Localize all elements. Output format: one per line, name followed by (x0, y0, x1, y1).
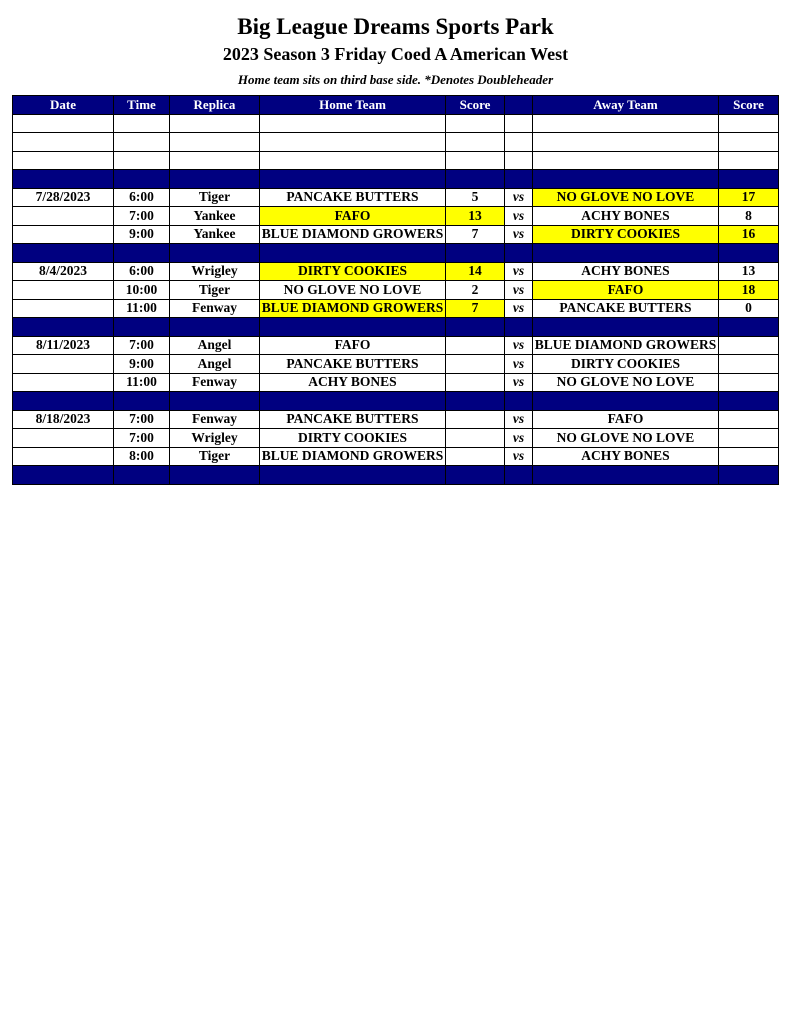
empty-cell (13, 133, 114, 152)
blank-row (13, 133, 779, 152)
game-row (13, 207, 779, 226)
home-team-cell: PANCAKE BUTTERS (260, 355, 446, 374)
replica-cell: Tiger (170, 188, 260, 207)
away-team-cell: PANCAKE BUTTERS (533, 299, 719, 318)
away-score-cell: 0 (719, 299, 779, 318)
empty-cell (114, 133, 170, 152)
band-cell (170, 170, 260, 189)
empty-cell (446, 133, 505, 152)
band-cell (170, 244, 260, 263)
home-score-cell: 2 (446, 281, 505, 300)
date-cell (13, 207, 114, 226)
vs-cell: vs (505, 355, 533, 374)
col-header-date: Date (13, 96, 114, 115)
band-cell (719, 170, 779, 189)
home-score-cell (446, 336, 505, 355)
blank-row (13, 114, 779, 133)
home-team-cell: PANCAKE BUTTERS (260, 188, 446, 207)
date-cell (13, 225, 114, 244)
vs-cell: vs (505, 336, 533, 355)
band-cell (13, 244, 114, 263)
away-score-cell: 16 (719, 225, 779, 244)
band-cell (13, 466, 114, 485)
band-cell (114, 318, 170, 337)
home-team-cell: DIRTY COOKIES (260, 262, 446, 281)
band-cell (719, 392, 779, 411)
empty-cell (13, 114, 114, 133)
empty-cell (533, 114, 719, 133)
away-score-cell: 8 (719, 207, 779, 226)
band-cell (505, 244, 533, 263)
vs-cell: vs (505, 447, 533, 466)
vs-cell: vs (505, 410, 533, 429)
away-team-cell: NO GLOVE NO LOVE (533, 429, 719, 448)
band-cell (719, 244, 779, 263)
away-team-cell: DIRTY COOKIES (533, 355, 719, 374)
away-team-cell: BLUE DIAMOND GROWERS (533, 336, 719, 355)
table-header-row (13, 96, 779, 115)
game-row (13, 225, 779, 244)
replica-cell: Tiger (170, 281, 260, 300)
date-cell (13, 373, 114, 392)
home-team-cell: NO GLOVE NO LOVE (260, 281, 446, 300)
band-cell (533, 318, 719, 337)
band-cell (260, 244, 446, 263)
home-score-cell (446, 373, 505, 392)
separator-band-row (13, 244, 779, 263)
empty-cell (260, 133, 446, 152)
home-score-cell (446, 355, 505, 374)
band-cell (505, 466, 533, 485)
time-cell: 6:00 (114, 262, 170, 281)
band-cell (13, 318, 114, 337)
away-score-cell: 18 (719, 281, 779, 300)
empty-cell (170, 133, 260, 152)
empty-cell (719, 151, 779, 170)
away-score-cell (719, 355, 779, 374)
date-cell (13, 429, 114, 448)
replica-cell: Wrigley (170, 262, 260, 281)
time-cell: 7:00 (114, 410, 170, 429)
game-row (13, 299, 779, 318)
replica-cell: Wrigley (170, 429, 260, 448)
home-score-cell: 7 (446, 299, 505, 318)
vs-cell: vs (505, 225, 533, 244)
time-cell: 11:00 (114, 299, 170, 318)
band-cell (533, 244, 719, 263)
empty-cell (533, 133, 719, 152)
empty-cell (505, 114, 533, 133)
time-cell: 7:00 (114, 336, 170, 355)
band-cell (533, 466, 719, 485)
band-cell (114, 466, 170, 485)
away-team-cell: NO GLOVE NO LOVE (533, 373, 719, 392)
away-score-cell (719, 410, 779, 429)
home-score-cell: 7 (446, 225, 505, 244)
game-row (13, 281, 779, 300)
vs-cell: vs (505, 429, 533, 448)
time-cell: 6:00 (114, 188, 170, 207)
time-cell: 11:00 (114, 373, 170, 392)
blank-row (13, 151, 779, 170)
separator-band-row (13, 170, 779, 189)
schedule-note: Home team sits on third base side. *Denotes Doubleheader (237, 72, 554, 87)
band-cell (260, 392, 446, 411)
empty-cell (719, 114, 779, 133)
band-cell (446, 244, 505, 263)
date-cell (13, 281, 114, 300)
date-cell: 8/11/2023 (13, 336, 114, 355)
away-team-cell: FAFO (533, 281, 719, 300)
date-cell (13, 299, 114, 318)
away-score-cell: 13 (719, 262, 779, 281)
replica-cell: Angel (170, 355, 260, 374)
date-cell (13, 355, 114, 374)
empty-cell (260, 114, 446, 133)
game-row (13, 447, 779, 466)
col-header-vs (505, 96, 533, 115)
time-cell: 8:00 (114, 447, 170, 466)
home-score-cell: 5 (446, 188, 505, 207)
empty-cell (505, 151, 533, 170)
vs-cell: vs (505, 299, 533, 318)
replica-cell: Yankee (170, 207, 260, 226)
replica-cell: Fenway (170, 373, 260, 392)
replica-cell: Angel (170, 336, 260, 355)
band-cell (13, 392, 114, 411)
band-cell (260, 466, 446, 485)
band-cell (170, 466, 260, 485)
band-cell (446, 318, 505, 337)
game-row (13, 262, 779, 281)
page-title: Big League Dreams Sports Park (237, 14, 554, 39)
home-team-cell: BLUE DIAMOND GROWERS (260, 447, 446, 466)
game-row (13, 188, 779, 207)
away-team-cell: DIRTY COOKIES (533, 225, 719, 244)
date-cell: 7/28/2023 (13, 188, 114, 207)
empty-cell (13, 151, 114, 170)
band-cell (260, 170, 446, 189)
empty-cell (170, 151, 260, 170)
band-cell (446, 392, 505, 411)
date-cell: 8/4/2023 (13, 262, 114, 281)
game-row (13, 429, 779, 448)
col-header-replica: Replica (170, 96, 260, 115)
col-header-home-score: Score (446, 96, 505, 115)
away-team-cell: ACHY BONES (533, 207, 719, 226)
empty-cell (260, 151, 446, 170)
time-cell: 9:00 (114, 355, 170, 374)
separator-band-row (13, 392, 779, 411)
time-cell: 10:00 (114, 281, 170, 300)
band-cell (114, 170, 170, 189)
band-cell (505, 170, 533, 189)
away-score-cell (719, 373, 779, 392)
home-team-cell: BLUE DIAMOND GROWERS (260, 225, 446, 244)
col-header-time: Time (114, 96, 170, 115)
band-cell (170, 318, 260, 337)
band-cell (533, 392, 719, 411)
band-cell (533, 170, 719, 189)
band-cell (260, 318, 446, 337)
vs-cell: vs (505, 188, 533, 207)
band-cell (446, 170, 505, 189)
game-row (13, 410, 779, 429)
separator-band-row (13, 466, 779, 485)
away-score-cell (719, 336, 779, 355)
empty-cell (170, 114, 260, 133)
col-header-away-score: Score (719, 96, 779, 115)
empty-cell (114, 114, 170, 133)
away-team-cell: FAFO (533, 410, 719, 429)
band-cell (13, 170, 114, 189)
vs-cell: vs (505, 207, 533, 226)
game-row (13, 336, 779, 355)
home-team-cell: PANCAKE BUTTERS (260, 410, 446, 429)
away-team-cell: ACHY BONES (533, 262, 719, 281)
home-team-cell: FAFO (260, 207, 446, 226)
empty-cell (114, 151, 170, 170)
home-score-cell (446, 410, 505, 429)
empty-cell (719, 133, 779, 152)
home-team-cell: BLUE DIAMOND GROWERS (260, 299, 446, 318)
band-cell (719, 466, 779, 485)
date-cell: 8/18/2023 (13, 410, 114, 429)
replica-cell: Fenway (170, 299, 260, 318)
vs-cell: vs (505, 262, 533, 281)
replica-cell: Yankee (170, 225, 260, 244)
away-score-cell (719, 447, 779, 466)
page-subtitle: 2023 Season 3 Friday Coed A American West (222, 44, 569, 64)
home-team-cell: FAFO (260, 336, 446, 355)
schedule-table (12, 95, 779, 485)
game-row (13, 373, 779, 392)
col-header-away-team: Away Team (533, 96, 719, 115)
home-score-cell: 13 (446, 207, 505, 226)
schedule-body (13, 114, 779, 484)
replica-cell: Tiger (170, 447, 260, 466)
replica-cell: Fenway (170, 410, 260, 429)
time-cell: 7:00 (114, 207, 170, 226)
vs-cell: vs (505, 281, 533, 300)
empty-cell (446, 151, 505, 170)
band-cell (170, 392, 260, 411)
col-header-home-team: Home Team (260, 96, 446, 115)
away-team-cell: NO GLOVE NO LOVE (533, 188, 719, 207)
empty-cell (533, 151, 719, 170)
band-cell (114, 244, 170, 263)
band-cell (446, 466, 505, 485)
empty-cell (446, 114, 505, 133)
empty-cell (505, 133, 533, 152)
game-row (13, 355, 779, 374)
away-team-cell: ACHY BONES (533, 447, 719, 466)
separator-band-row (13, 318, 779, 337)
band-cell (505, 392, 533, 411)
home-score-cell (446, 429, 505, 448)
home-team-cell: DIRTY COOKIES (260, 429, 446, 448)
vs-cell: vs (505, 373, 533, 392)
home-team-cell: ACHY BONES (260, 373, 446, 392)
away-score-cell: 17 (719, 188, 779, 207)
away-score-cell (719, 429, 779, 448)
time-cell: 7:00 (114, 429, 170, 448)
home-score-cell: 14 (446, 262, 505, 281)
band-cell (505, 318, 533, 337)
band-cell (719, 318, 779, 337)
time-cell: 9:00 (114, 225, 170, 244)
home-score-cell (446, 447, 505, 466)
date-cell (13, 447, 114, 466)
band-cell (114, 392, 170, 411)
